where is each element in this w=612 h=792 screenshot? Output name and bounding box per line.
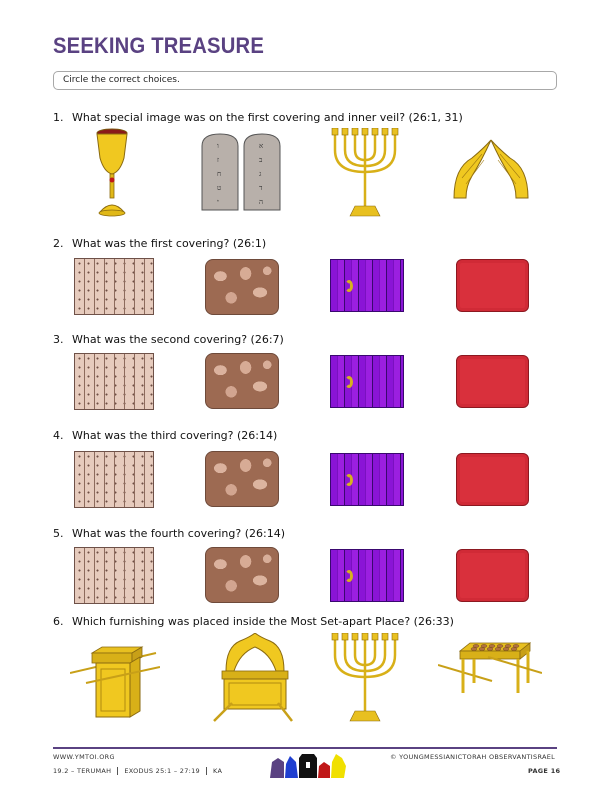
- gold-clasp-icon: [345, 376, 353, 388]
- footer-website: WWW.YMTOI.ORG: [53, 753, 115, 761]
- svg-text:ח: ח: [217, 170, 222, 178]
- footer-page-number: PAGE 16: [528, 767, 561, 775]
- gold-clasp-icon: [345, 280, 353, 292]
- svg-text:ו: ו: [217, 142, 219, 150]
- options-row-1: [60, 128, 560, 218]
- svg-text:א: א: [259, 142, 264, 150]
- question-text: What was the fourth covering? (26:14): [72, 527, 285, 540]
- question-6: 6. Which furnishing was placed inside the Most Set-apart Place? (26:33): [53, 615, 454, 628]
- footer-lesson-info: [53, 767, 222, 775]
- footer-copyright: © YOUNGMESSIANICTORAH OBSERVANTISRAEL: [390, 753, 556, 761]
- question-4: 4. What was the third covering? (26:14): [53, 429, 278, 442]
- instruction-text: Circle the correct choices.: [63, 75, 180, 85]
- ymtoi-logo-icon: [268, 752, 348, 780]
- options-row-5: [60, 547, 560, 607]
- table-of-showbread-icon[interactable]: [438, 637, 542, 707]
- question-text: What special image was on the first covering and inner veil? (26:1, 31): [72, 111, 463, 124]
- svg-text:ז: ז: [217, 156, 219, 164]
- svg-text:ה: ה: [259, 198, 264, 206]
- rams-skins-option[interactable]: [456, 453, 529, 506]
- fine-linen-option[interactable]: [74, 451, 154, 508]
- question-5: 5. What was the fourth covering? (26:14): [53, 527, 285, 540]
- question-text: Which furnishing was placed inside the Most Set-apart Place? (26:33): [72, 615, 454, 628]
- separator: [206, 767, 207, 775]
- options-row-6: [60, 633, 560, 725]
- footer-divider: [53, 747, 557, 749]
- gold-clasp-icon: [345, 570, 353, 582]
- footer-level: KA: [213, 767, 223, 775]
- footer-reference: EXODUS 25:1 – 27:19: [124, 767, 200, 775]
- options-row-2: [60, 257, 560, 317]
- question-2: 2. What was the first covering? (26:1): [53, 237, 267, 250]
- fine-linen-option[interactable]: [74, 258, 154, 315]
- question-text: What was the first covering? (26:1): [72, 237, 267, 250]
- svg-text:ט: ט: [217, 184, 222, 192]
- goats-hair-option[interactable]: [330, 549, 404, 602]
- altar-of-incense-icon[interactable]: [70, 633, 160, 721]
- rams-skins-option[interactable]: [456, 259, 529, 312]
- stone-tablets-icon[interactable]: [200, 132, 284, 212]
- question-text: What was the third covering? (26:14): [72, 429, 278, 442]
- badger-skins-option[interactable]: [205, 451, 279, 507]
- question-text: What was the second covering? (26:7): [72, 333, 284, 346]
- rams-skins-option[interactable]: [456, 355, 529, 408]
- goats-hair-option[interactable]: [330, 355, 404, 408]
- footer-lesson: 19.2 – TERUMAH: [53, 767, 112, 775]
- golden-cherubim-icon[interactable]: [452, 138, 530, 200]
- golden-menorah-icon[interactable]: [330, 633, 400, 723]
- badger-skins-option[interactable]: [205, 547, 279, 603]
- question-1: 1. What special image was on the first covering and inner veil? (26:1, 31): [53, 111, 463, 124]
- golden-menorah-icon[interactable]: [330, 128, 400, 218]
- gold-clasp-icon: [345, 474, 353, 486]
- badger-skins-option[interactable]: [205, 353, 279, 409]
- options-row-4: [60, 451, 560, 511]
- goats-hair-option[interactable]: [330, 453, 404, 506]
- golden-goblet-icon[interactable]: [94, 128, 130, 218]
- badger-skins-option[interactable]: [205, 259, 279, 315]
- svg-text:ב: ב: [259, 156, 263, 164]
- ark-of-covenant-icon[interactable]: [210, 633, 300, 723]
- question-3: 3. What was the second covering? (26:7): [53, 333, 284, 346]
- svg-text:ד: ד: [259, 184, 263, 192]
- svg-text:ג: ג: [259, 170, 262, 178]
- rams-skins-option[interactable]: [456, 549, 529, 602]
- svg-text:י: י: [217, 198, 219, 206]
- fine-linen-option[interactable]: [74, 353, 154, 410]
- goats-hair-option[interactable]: [330, 259, 404, 312]
- page-title: SEEKING TREASURE: [53, 33, 265, 58]
- separator: [117, 767, 118, 775]
- options-row-3: [60, 353, 560, 413]
- instruction-box: [53, 71, 557, 90]
- fine-linen-option[interactable]: [74, 547, 154, 604]
